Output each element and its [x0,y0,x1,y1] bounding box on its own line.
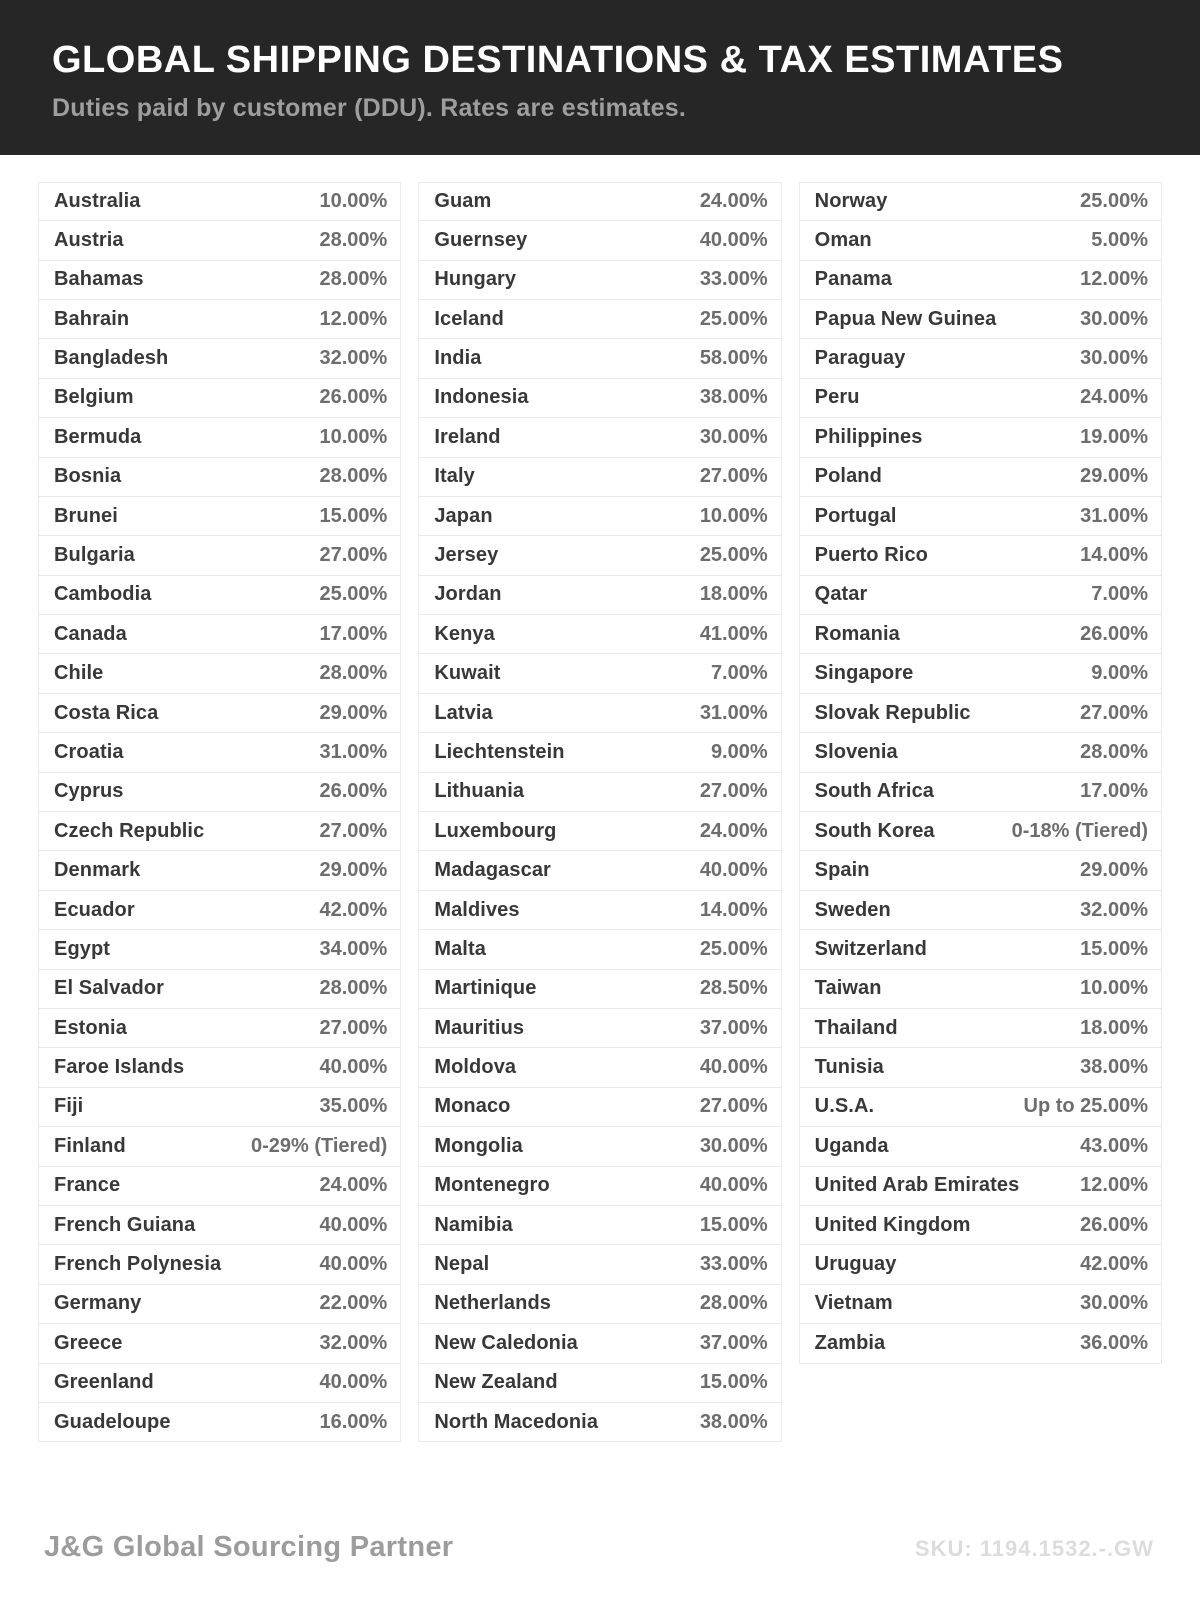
rate-row [418,1167,781,1206]
rate-value: 36.00% [1080,1331,1148,1354]
country-name: Bahrain [54,307,130,330]
rate-row [799,300,1162,339]
rate-value: 37.00% [699,1016,768,1039]
rate-value: 40.00% [319,1213,388,1236]
rate-value: 28.00% [319,268,388,291]
country-name: French Polynesia [54,1253,222,1276]
rate-row [418,1285,781,1324]
country-name: South Korea [814,819,935,842]
country-name: Slovenia [814,740,898,763]
country-name: Singapore [814,662,914,685]
country-name: Kenya [434,622,495,645]
rate-row [38,1245,401,1284]
rate-value: 26.00% [1080,1213,1148,1236]
rate-value: 30.00% [1080,1292,1148,1315]
rate-row [418,1324,781,1363]
rate-row [799,261,1162,300]
rate-value: 10.00% [699,504,768,527]
rate-row [38,458,401,497]
country-name: Czech Republic [54,819,205,842]
rate-row [418,339,781,378]
rate-value: 31.00% [1080,504,1148,527]
country-name: Netherlands [434,1292,552,1315]
rate-value: 28.00% [319,977,388,1000]
country-name: Papua New Guinea [814,307,997,330]
rate-value: 16.00% [319,1410,388,1433]
rate-row [38,1403,401,1442]
rate-value: 5.00% [1091,228,1148,251]
country-name: Jersey [434,544,499,566]
rate-value: 27.00% [319,1016,388,1039]
rate-row [418,812,781,851]
rate-value: 7.00% [710,662,768,685]
rate-row [418,1364,781,1403]
rate-value: 42.00% [319,898,388,921]
rate-row [799,694,1162,733]
country-name: Greenland [54,1371,154,1394]
country-name: Martinique [434,977,537,1000]
country-name: Kuwait [434,662,501,685]
rate-row [418,654,781,693]
country-name: Moldova [434,1056,517,1079]
rate-value: 33.00% [699,268,768,291]
rate-row [799,182,1162,221]
rate-row [799,497,1162,536]
rate-row [799,812,1162,851]
rate-row [799,891,1162,930]
rate-value: 12.00% [1080,268,1148,291]
rate-value: 24.00% [699,189,768,212]
rate-row [418,970,781,1009]
rate-value: 7.00% [1091,583,1148,606]
country-name: Bahamas [54,268,144,291]
rate-row [418,536,781,575]
rate-value: 28.00% [319,228,388,251]
rate-value: 25.00% [699,937,768,960]
country-name: Ecuador [54,898,135,921]
country-name: Poland [814,465,882,488]
country-name: New Zealand [434,1371,558,1394]
country-name: Croatia [54,740,124,763]
rate-value: 15.00% [1080,937,1148,960]
rate-row [418,615,781,654]
brand-name: J&G Global Sourcing Partner [44,1531,454,1563]
rate-row [38,1324,401,1363]
rate-column-1 [38,182,401,1443]
rate-row [799,221,1162,260]
rate-row [799,1167,1162,1206]
rate-value: 37.00% [699,1331,768,1354]
rate-value: 10.00% [319,189,388,212]
rate-value: 22.00% [319,1292,388,1315]
rate-value: 15.00% [319,504,388,527]
country-name: Italy [434,465,475,488]
rate-row [38,300,401,339]
country-name: Ireland [434,425,501,448]
country-name: Costa Rica [54,701,159,724]
rate-row [38,261,401,300]
rate-value: 40.00% [699,859,768,882]
rate-row [418,418,781,457]
rate-row [799,1009,1162,1048]
country-name: Slovak Republic [814,701,971,724]
rate-value: 40.00% [699,228,768,251]
rate-value: 29.00% [1080,465,1148,488]
rate-row [799,339,1162,378]
rate-row [418,694,781,733]
rate-row [799,576,1162,615]
rate-row [38,221,401,260]
rate-value: 12.00% [1080,1174,1148,1197]
country-name: Tunisia [814,1056,884,1079]
rate-value: 31.00% [319,740,388,763]
rate-row [38,773,401,812]
rate-row [38,733,401,772]
country-name: Greece [54,1331,123,1354]
rate-row [418,221,781,260]
rate-value: 25.00% [319,583,388,606]
rate-value: 28.00% [319,662,388,685]
rate-value: 43.00% [1080,1134,1148,1157]
rate-row [418,1009,781,1048]
rate-row [418,379,781,418]
rate-row [799,1127,1162,1166]
country-name: Zambia [814,1331,886,1354]
country-name: Austria [54,228,124,251]
rate-value: 29.00% [319,701,388,724]
country-name: Bermuda [54,425,142,448]
country-name: United Kingdom [814,1213,971,1236]
rate-row [38,576,401,615]
rate-value: 0-18% (Tiered) [1011,819,1148,842]
rate-row [38,497,401,536]
rate-row [418,576,781,615]
rate-value: 40.00% [699,1174,768,1197]
country-name: Panama [814,268,892,291]
rate-value: 27.00% [699,1095,768,1118]
rate-value: 40.00% [319,1371,388,1394]
country-name: Guadeloupe [54,1410,171,1433]
country-name: Finland [54,1134,126,1157]
country-name: Namibia [434,1213,513,1236]
rate-row [418,1088,781,1127]
rate-row [38,182,401,221]
country-name: Oman [814,228,872,251]
country-name: Mongolia [434,1134,523,1157]
country-name: Bangladesh [54,347,169,370]
rate-value: 14.00% [699,898,768,921]
rate-value: 18.00% [699,583,768,606]
country-name: Australia [54,189,141,212]
rate-row [418,930,781,969]
rate-row [418,1206,781,1245]
rate-row [38,654,401,693]
rate-value: 0-29% (Tiered) [250,1134,388,1157]
country-name: Latvia [434,701,493,724]
rate-row [799,458,1162,497]
country-name: Luxembourg [434,819,557,842]
country-name: Belgium [54,386,134,409]
rate-row [38,536,401,575]
country-name: Canada [54,622,127,645]
country-name: India [434,347,482,370]
rate-value: 29.00% [1080,859,1148,882]
rate-row [38,1167,401,1206]
rate-row [38,812,401,851]
country-name: Cambodia [54,583,152,606]
rate-row [799,1048,1162,1087]
rate-value: 27.00% [1080,701,1148,724]
country-name: Guam [434,189,492,212]
rate-row [418,1403,781,1442]
rate-row [38,418,401,457]
rate-value: 26.00% [1080,622,1148,645]
country-name: Egypt [54,937,111,960]
rate-row [418,300,781,339]
country-name: New Caledonia [434,1331,578,1354]
country-name: Vietnam [814,1292,893,1315]
footer [0,1531,1200,1600]
rate-value: 28.00% [319,465,388,488]
country-name: Brunei [54,504,118,527]
rate-value: 42.00% [1080,1253,1148,1276]
rate-row [799,1088,1162,1127]
rate-row [38,1088,401,1127]
rate-value: 41.00% [699,622,768,645]
rate-value: 27.00% [699,780,768,803]
rate-value: 30.00% [1080,307,1148,330]
rate-value: 32.00% [319,1331,388,1354]
country-name: El Salvador [54,977,165,1000]
rate-row [799,1206,1162,1245]
rate-value: 24.00% [699,819,768,842]
rate-row [418,182,781,221]
rate-row [38,1285,401,1324]
rate-row [799,654,1162,693]
rate-value: 30.00% [699,425,768,448]
rate-value: 27.00% [319,819,388,842]
rate-row [38,970,401,1009]
rate-row [418,1127,781,1166]
rate-value: 31.00% [699,701,768,724]
country-name: Thailand [814,1016,898,1039]
rate-value: 38.00% [1080,1056,1148,1079]
rate-row [38,930,401,969]
country-name: Hungary [434,268,517,291]
rate-row [38,694,401,733]
country-name: Japan [434,504,493,527]
country-name: Qatar [814,583,868,606]
country-name: Montenegro [434,1174,550,1197]
rate-value: 58.00% [699,347,768,370]
country-name: Mauritius [434,1016,525,1039]
rate-value: 28.00% [699,1292,768,1315]
rate-row [38,615,401,654]
rate-row [418,1048,781,1087]
rate-value: 40.00% [319,1253,388,1276]
rate-value: 27.00% [699,465,768,488]
rate-row [38,851,401,890]
rate-value: 38.00% [699,1410,768,1433]
country-name: Guernsey [434,228,528,251]
rate-value: 26.00% [319,780,388,803]
rate-row [799,536,1162,575]
rate-value: 25.00% [699,307,768,330]
rate-value: 28.50% [699,977,768,1000]
rate-value: 25.00% [1080,189,1148,212]
country-name: Fiji [54,1095,84,1118]
country-name: Norway [814,189,888,212]
country-name: Cyprus [54,780,124,803]
rate-row [418,773,781,812]
country-name: Nepal [434,1253,490,1276]
country-name: Jordan [434,583,502,606]
rate-value: 35.00% [319,1095,388,1118]
rate-value: 9.00% [1091,662,1148,685]
country-name: Liechtenstein [434,740,565,763]
country-name: South Africa [814,780,935,803]
country-name: Uruguay [814,1253,897,1276]
rate-value: 15.00% [699,1213,768,1236]
country-name: Denmark [54,859,141,882]
rate-row [418,891,781,930]
rate-value: 30.00% [1080,347,1148,370]
rate-row [799,418,1162,457]
rate-column-2 [418,182,781,1443]
rate-value: 24.00% [319,1174,388,1197]
country-name: Philippines [814,425,923,448]
country-name: Germany [54,1292,142,1315]
country-name: U.S.A. [814,1095,875,1118]
country-name: Malta [434,937,486,960]
country-name: Iceland [434,307,504,330]
rate-value: 38.00% [699,386,768,409]
rate-row [418,458,781,497]
rate-row [418,733,781,772]
rate-row [799,773,1162,812]
rate-row [38,1127,401,1166]
rate-value: 14.00% [1080,544,1148,566]
rate-value: 33.00% [699,1253,768,1276]
country-name: Spain [814,859,870,882]
rate-row [38,339,401,378]
rate-row [38,1048,401,1087]
country-name: Bosnia [54,465,122,488]
rate-value: 12.00% [319,307,388,330]
country-name: United Arab Emirates [814,1174,1020,1197]
country-name: Taiwan [814,977,882,1000]
rates-table-grid [38,182,1162,1443]
country-name: Portugal [814,504,897,527]
header-banner [0,0,1200,155]
rate-row [799,970,1162,1009]
country-name: Switzerland [814,937,927,960]
country-name: Lithuania [434,780,525,803]
rate-row [799,1245,1162,1284]
rate-value: 40.00% [699,1056,768,1079]
rate-row [38,891,401,930]
rate-row [38,1009,401,1048]
rate-column-3 [799,182,1162,1364]
rate-value: 17.00% [319,622,388,645]
country-name: Peru [814,386,860,409]
rate-row [38,1364,401,1403]
rate-value: 28.00% [1080,740,1148,763]
rate-value: 17.00% [1080,780,1148,803]
sku-label: SKU: 1194.1532.-.GW [914,1536,1154,1561]
page-subtitle: Duties paid by customer (DDU). Rates are estimates. [52,93,687,122]
rate-row [799,1285,1162,1324]
country-name: Indonesia [434,386,529,409]
rate-value: 15.00% [699,1371,768,1394]
rate-value: 25.00% [699,544,768,566]
rate-row [799,1324,1162,1363]
rate-row [799,615,1162,654]
rate-row [38,379,401,418]
rate-value: 34.00% [319,937,388,960]
rate-row [418,1245,781,1284]
rate-row [799,930,1162,969]
country-name: Monaco [434,1095,511,1118]
country-name: Estonia [54,1016,127,1039]
country-name: Maldives [434,898,520,921]
country-name: Paraguay [814,347,906,370]
rate-row [799,851,1162,890]
rate-row [418,497,781,536]
rate-row [799,379,1162,418]
rate-value: 29.00% [319,859,388,882]
rate-value: 32.00% [1080,898,1148,921]
country-name: Faroe Islands [54,1056,185,1079]
rate-value: 27.00% [319,544,388,566]
rate-value: 10.00% [1080,977,1148,1000]
country-name: Puerto Rico [814,544,928,566]
rate-row [418,851,781,890]
country-name: France [54,1174,121,1197]
country-name: Sweden [814,898,891,921]
rate-value: 24.00% [1080,386,1148,409]
country-name: Uganda [814,1134,889,1157]
country-name: Chile [54,662,104,685]
page-title: GLOBAL SHIPPING DESTINATIONS & TAX ESTIMATES [52,39,1064,81]
rate-value: 19.00% [1080,425,1148,448]
country-name: French Guiana [54,1213,196,1236]
rate-value: 18.00% [1080,1016,1148,1039]
country-name: Bulgaria [54,544,135,566]
rate-row [38,1206,401,1245]
rate-value: 10.00% [319,425,388,448]
rate-value: 32.00% [319,347,388,370]
rate-value: 9.00% [710,740,768,763]
rate-value: 40.00% [319,1056,388,1079]
country-name: Romania [814,622,900,645]
country-name: Madagascar [434,859,551,882]
country-name: North Macedonia [434,1410,599,1433]
rate-row [418,261,781,300]
rate-value: Up to 25.00% [1023,1095,1148,1118]
rate-value: 26.00% [319,386,388,409]
rate-value: 30.00% [699,1134,768,1157]
rate-row [799,733,1162,772]
